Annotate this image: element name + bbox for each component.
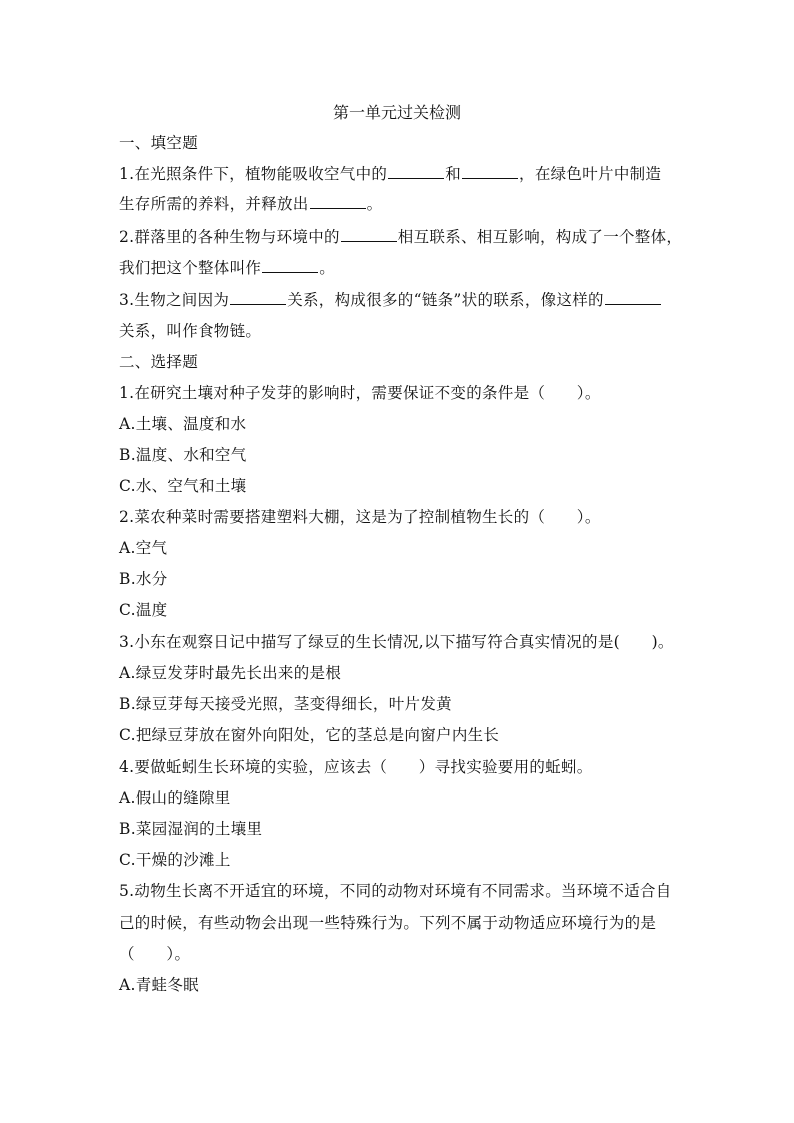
choice-question-4: 4.要做蚯蚓生长环境的实验，应该去（ ）寻找实验要用的蚯蚓。 bbox=[119, 758, 593, 776]
option-3a: A.绿豆发芽时最先长出来的是根 bbox=[119, 664, 342, 682]
option-4b: B.菜园湿润的土壤里 bbox=[119, 820, 263, 838]
section-heading-choice: 二、选择题 bbox=[119, 353, 199, 371]
choice-question-5-line3: （ ）。 bbox=[119, 945, 191, 963]
page-title: 第一单元过关检测 bbox=[332, 103, 461, 122]
option-4c: C.干燥的沙滩上 bbox=[119, 851, 231, 869]
answer-blank[interactable] bbox=[341, 227, 397, 242]
choice-question-5-line1: 5.动物生长离不开适宜的环境，不同的动物对环境有不同需求。当环境不适合自 bbox=[119, 882, 672, 900]
answer-blank[interactable] bbox=[262, 258, 318, 273]
option-3b: B.绿豆芽每天接受光照，茎变得细长，叶片发黄 bbox=[119, 695, 452, 713]
choice-question-5-line2: 己的时候，有些动物会出现一些特殊行为。下列不属于动物适应环境行为的是 bbox=[119, 914, 657, 932]
fill-question-2-line1: 2.群落里的各种生物与环境中的 相互联系、相互影响，构成了一个整体， bbox=[119, 228, 683, 246]
option-2b: B.水分 bbox=[119, 570, 168, 588]
option-1a: A.土壤、温度和水 bbox=[119, 415, 247, 433]
option-4a: A.假山的缝隙里 bbox=[119, 789, 231, 807]
fill-question-3-line2: 关系，叫作食物链。 bbox=[119, 322, 262, 340]
option-2a: A.空气 bbox=[119, 539, 168, 557]
option-2c: C.温度 bbox=[119, 601, 168, 619]
fill-question-3-line1: 3.生物之间因为 关系，构成很多的“链条”状的联系，像这样的 bbox=[119, 290, 719, 310]
answer-blank[interactable] bbox=[462, 164, 518, 179]
answer-blank[interactable] bbox=[310, 194, 366, 209]
fill-question-1-line2: 生存所需的养料，并释放出 。 bbox=[119, 195, 383, 213]
answer-blank[interactable] bbox=[388, 164, 444, 179]
fill-question-1-line1: 1.在光照条件下，植物能吸收空气中的 和 ，在绿色叶片中制造 bbox=[119, 165, 662, 183]
fill-question-2-line2: 我们把这个整体叫作 。 bbox=[119, 259, 336, 277]
option-5a: A.青蛙冬眠 bbox=[119, 976, 199, 994]
choice-question-2: 2.菜农种菜时需要搭建塑料大棚，这是为了控制植物生长的（ ）。 bbox=[119, 508, 601, 526]
answer-blank[interactable] bbox=[230, 290, 286, 305]
choice-question-1: 1.在研究土壤对种子发芽的影响时，需要保证不变的条件是（ ）。 bbox=[119, 384, 601, 402]
section-heading-fill-in: 一、填空题 bbox=[119, 134, 199, 152]
option-3c: C.把绿豆芽放在窗外向阳处，它的茎总是向窗户内生长 bbox=[119, 726, 500, 744]
option-1c: C.水、空气和土壤 bbox=[119, 477, 247, 495]
answer-blank[interactable] bbox=[605, 290, 661, 305]
choice-question-3: 3.小东在观察日记中描写了绿豆的生长情况,以下描写符合真实情况的是( )。 bbox=[119, 633, 674, 651]
option-1b: B.温度、水和空气 bbox=[119, 446, 247, 464]
